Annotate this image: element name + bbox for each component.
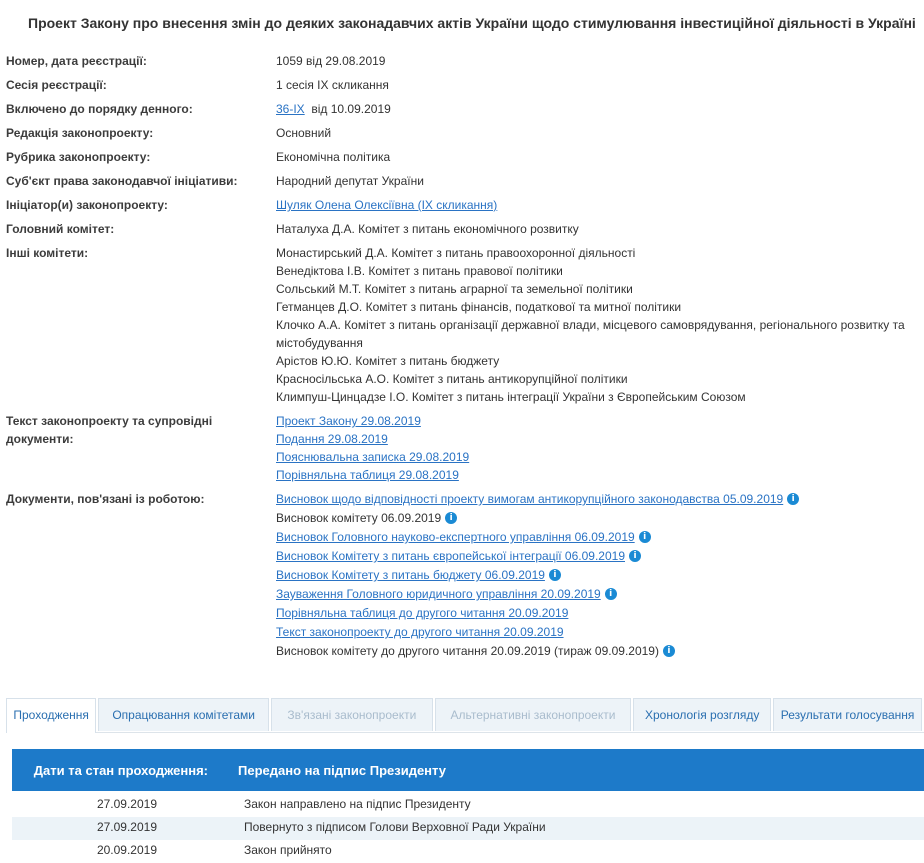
status-table [12,794,924,863]
texts-label-line: документи: [6,432,74,446]
row-date: 20.09.2019 [96,843,157,857]
doc-link[interactable]: Висновок Комітету з питань бюджету 06.09.2019 [276,568,545,582]
field-agenda [6,100,924,124]
bill-info [6,52,924,661]
field-value [276,100,924,124]
doc-item [276,547,924,566]
doc-item [276,490,924,509]
table-row [12,817,924,840]
doc-link[interactable]: Текст законопроекту до другого читання 20.09.2019 [276,625,564,639]
row-text: Закон прийнято [244,843,332,857]
field-texts [6,412,924,490]
page-title: Проект Закону про внесення змін до деяких законадавчих актів України щодо стимулювання інвестиційної діяльності в Україні [28,15,916,31]
text-doc-link[interactable]: Проект Закону 29.08.2019 [276,414,421,428]
info-icon[interactable]: i [605,588,617,600]
field-docs [6,490,924,661]
field-session [6,76,924,100]
doc-link[interactable]: Зауваження Головного юридичного управління 20.09.2019 [276,587,601,601]
doc-link[interactable]: Висновок Комітету з питань європейської інтеграції 06.09.2019 [276,549,625,563]
doc-text: Висновок комітету до другого читання 20.09.2019 (тираж 09.09.2019) [276,644,659,658]
field-value: Народний депутат України [276,174,424,188]
field-initiator [6,196,924,220]
doc-item [276,623,924,642]
field-value: 1059 від 29.08.2019 [276,54,386,68]
info-icon[interactable]: i [549,569,561,581]
tab-chronology[interactable]: Хронологія розгляду [633,698,771,731]
info-icon[interactable]: i [663,645,675,657]
doc-item [276,604,924,623]
field-label: Суб'єкт права законодавчої ініціативи: [6,174,238,188]
info-icon[interactable]: i [787,493,799,505]
tab-related-bills[interactable]: Зв'язані законопроекти [271,698,433,731]
doc-item [276,642,924,661]
tab-committee-processing[interactable]: Опрацювання комітетами [98,698,269,731]
field-value: Основний [276,126,332,140]
field-number-date [6,52,924,76]
text-doc-link[interactable]: Пояснювальна записка 29.08.2019 [276,450,470,464]
row-date: 27.09.2019 [96,797,157,811]
agenda-link[interactable]: 36-IX [276,102,305,116]
field-value: Економічна політика [276,150,391,164]
text-doc-link[interactable]: Порівняльна таблиця 29.08.2019 [276,468,459,482]
committee-item: Венедіктова І.В. Комітет з питань правової політики [276,264,563,278]
text-doc-link[interactable]: Подання 29.08.2019 [276,432,388,446]
committee-item: Красносільська А.О. Комітет з питань антикорупційної політики [276,372,628,386]
field-label: Рубрика законопроекту: [6,150,151,164]
committee-item: Климпуш-Цинцадзе І.О. Комітет з питань інтеграції України з Європейським Союзом [276,390,746,404]
table-row [12,794,924,817]
committee-item: Клочко А.А. Комітет з питань організації державної влади, місцевого самоврядування, регіонального розвитку та містобудування [276,318,905,350]
field-label [6,412,276,484]
field-main-committee [6,220,924,244]
doc-item [276,585,924,604]
info-icon[interactable]: i [629,550,641,562]
committee-item: Монастирський Д.А. Комітет з питань правоохоронної діяльності [276,246,636,260]
field-label: Ініціатор(и) законопроекту: [6,198,168,212]
field-label: Номер, дата реєстрації: [6,54,147,68]
doc-text: Висновок комітету 06.09.2019 [276,511,442,525]
field-value [276,244,924,406]
field-other-committees [6,244,924,412]
header-right: Передано на підпис Президенту [238,762,446,778]
field-label: Редакція законопроекту: [6,126,154,140]
field-rubric [6,148,924,172]
field-label: Інші комітети: [6,246,89,260]
tab-bar [6,698,924,733]
field-value [276,412,924,484]
texts-label-line: Текст законопроекту та супровідні [6,414,213,428]
committee-item: Сольський М.Т. Комітет з питань аграрної та земельної політики [276,282,633,296]
field-label: Головний комітет: [6,222,115,236]
tab-voting-results[interactable]: Результати голосування [773,698,922,731]
doc-link[interactable]: Висновок щодо відповідності проекту вимогам антикорупційного законодавства 05.09.2019 [276,492,784,506]
field-value [276,196,924,220]
field-subject [6,172,924,196]
field-label: Сесія реєстрації: [6,78,107,92]
agenda-date: від 10.09.2019 [311,102,391,116]
info-icon[interactable]: i [639,531,651,543]
doc-item [276,566,924,585]
tab-alternative-bills[interactable]: Альтернативні законопроекти [435,698,631,731]
doc-link[interactable]: Висновок Головного науково-експертного управління 06.09.2019 [276,530,635,544]
row-date: 27.09.2019 [96,820,157,834]
header-left: Дати та стан проходження: [33,762,208,778]
doc-item [276,528,924,547]
info-icon[interactable]: i [445,512,457,524]
field-value: Наталуха Д.А. Комітет з питань економічного розвитку [276,222,579,236]
committee-item: Гетманцев Д.О. Комітет з питань фінансів, податкової та митної політики [276,300,682,314]
status-table-header [12,749,924,791]
field-label: Документи, пов'язані із роботою: [6,492,205,506]
field-edition [6,124,924,148]
initiator-link[interactable]: Шуляк Олена Олексіївна (IX скликання) [276,198,498,212]
field-label: Включено до порядку денного: [6,102,193,116]
field-value [276,490,924,661]
committee-item: Арістов Ю.Ю. Комітет з питань бюджету [276,354,500,368]
field-value: 1 сесія IX скликання [276,78,389,92]
tab-passage[interactable]: Проходження [6,698,96,733]
row-text: Повернуто з підписом Голови Верховної Ради України [244,820,546,834]
doc-item [276,509,924,528]
row-text: Закон направлено на підпис Президенту [244,797,471,811]
doc-link[interactable]: Порівняльна таблиця до другого читання 20.09.2019 [276,606,569,620]
